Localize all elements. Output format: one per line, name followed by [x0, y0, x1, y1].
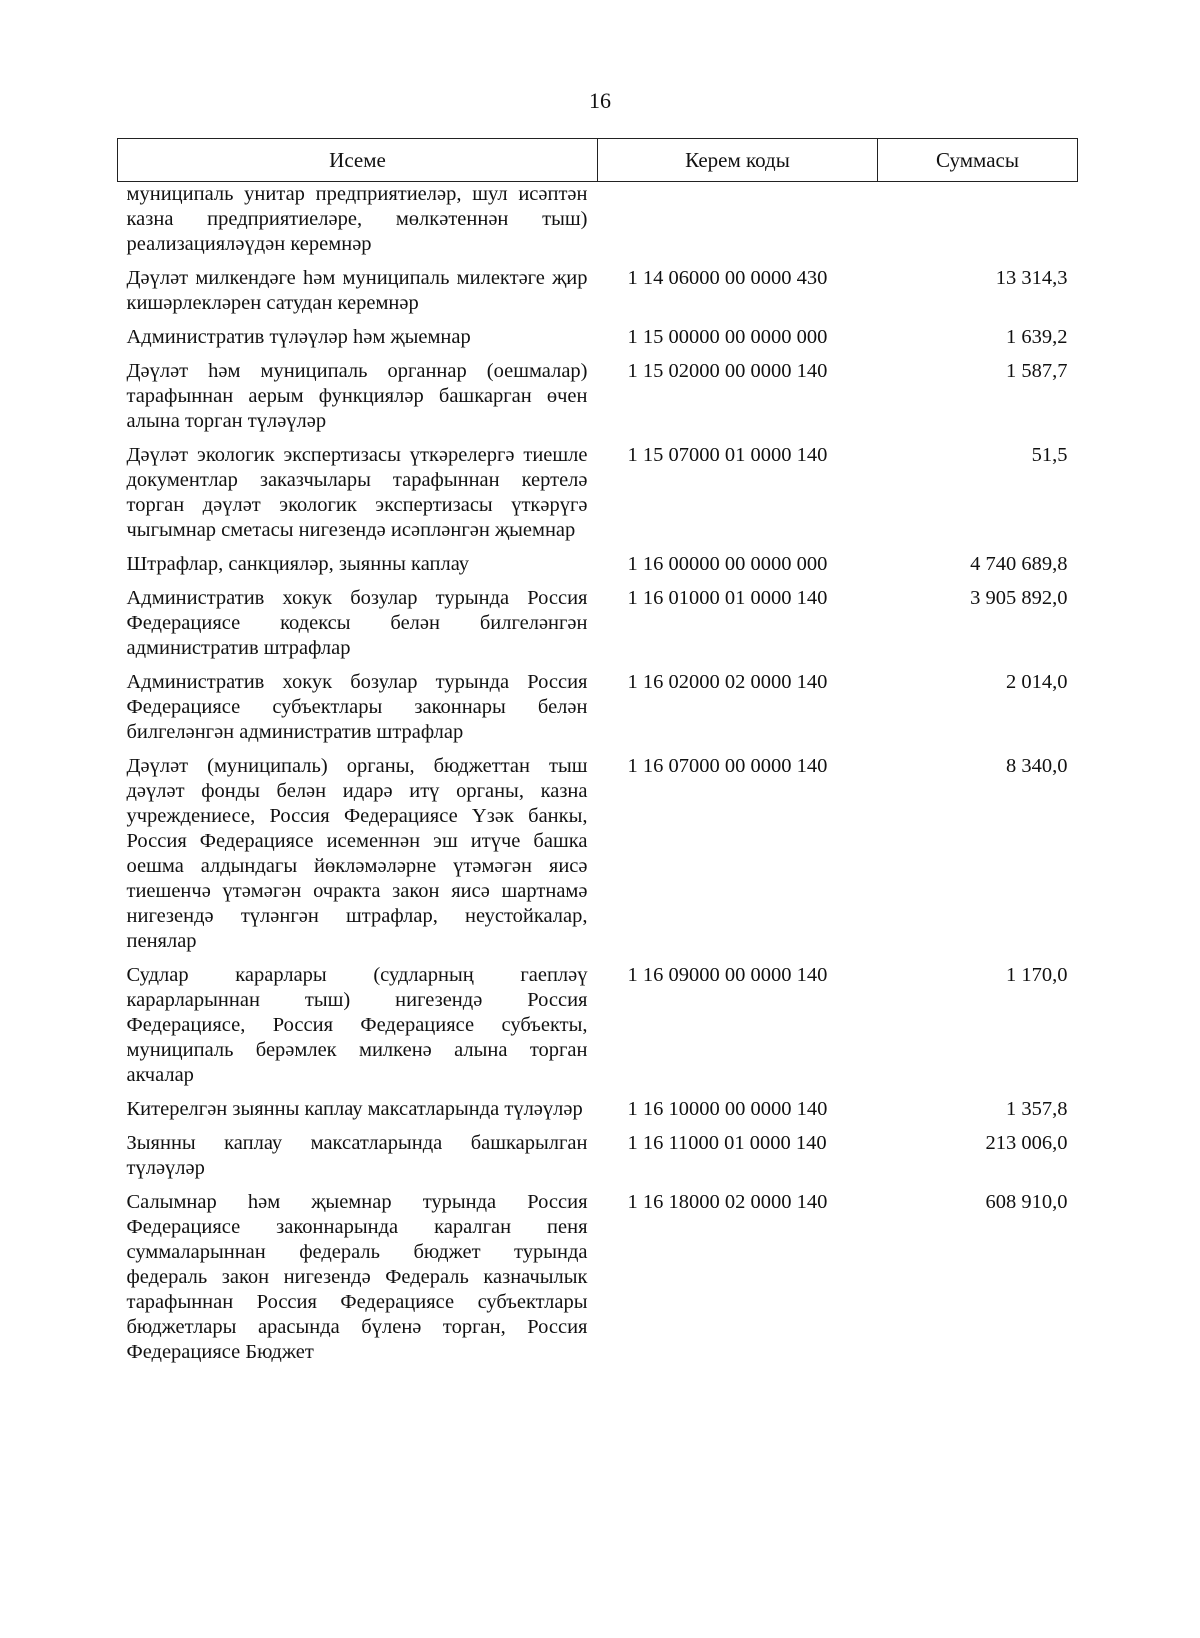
row-code-cell: 1 16 11000 01 0000 140	[627, 1132, 827, 1154]
header-sum: Суммасы	[878, 139, 1078, 182]
table-row	[118, 745, 1078, 954]
row-sum-cell: 1 357,8	[1006, 1098, 1068, 1120]
table-header-row	[118, 139, 1078, 182]
row-name-cell: Судлар карарлары (судларның гаепләү карарларыннан тыш) нигезендә Россия Федерациясе, Россия Федерациясе субъекты, муниципаль берәмлек милкенә алына торган акчалар	[126, 964, 588, 1086]
table-row	[118, 257, 1078, 316]
row-name-cell: Китерелгән зыянны каплау максатларында түләүләр	[126, 1098, 583, 1120]
row-sum-cell: 2 014,0	[1006, 671, 1068, 693]
row-name-cell: Дәүләт һәм муниципаль органнар (оешмалар) тарафыннан аерым функцияләр башкарган өчен алына торган түләүләр	[126, 360, 588, 432]
table-row	[118, 543, 1078, 577]
row-code-cell: 1 16 00000 00 0000 000	[627, 553, 828, 575]
row-name-cell: Дәүләт экологик экспертизасы үткәрелергә тиешле документлар заказчылары тарафыннан кертелә торган дәүләт экологик экспертизасы үткәрүгә чыгымнар сметасы нигезендә исәпләнгән җыемнар	[126, 444, 588, 541]
table-row	[118, 661, 1078, 745]
row-code-cell: 1 16 01000 01 0000 140	[627, 587, 828, 609]
table-row	[118, 316, 1078, 350]
table-row	[118, 577, 1078, 661]
table-row	[118, 350, 1078, 434]
page-number: 16	[589, 88, 611, 113]
row-sum-cell: 51,5	[1031, 444, 1068, 466]
row-code-cell: 1 15 07000 01 0000 140	[627, 444, 828, 466]
row-sum-cell	[878, 182, 1078, 258]
row-name-cell: Дәүләт милкендәге һәм муниципаль милектәге җир кишәрлекләрен сатудан керемнәр	[126, 267, 588, 314]
table-row	[118, 954, 1078, 1088]
table-row	[118, 182, 1078, 258]
row-sum-cell: 213 006,0	[985, 1132, 1068, 1154]
row-code-cell: 1 15 02000 00 0000 140	[627, 360, 828, 382]
row-name-cell: Зыянны каплау максатларында башкарылган түләүләр	[126, 1132, 588, 1179]
table-row	[118, 1122, 1078, 1181]
row-code-cell: 1 16 02000 02 0000 140	[627, 671, 828, 693]
table-row	[118, 1181, 1078, 1365]
revenue-table	[117, 138, 1078, 1365]
row-sum-cell: 3 905 892,0	[970, 587, 1068, 609]
row-code-cell: 1 16 09000 00 0000 140	[627, 964, 828, 986]
row-code-cell: 1 16 10000 00 0000 140	[627, 1098, 828, 1120]
table-row	[118, 1088, 1078, 1122]
row-name-cell: Салымнар һәм җыемнар турында Россия Федерациясе законнарында каралган пеня суммаларыннан федераль бюджет турында федераль закон нигезендә Федераль казначылык тарафыннан Россия Федерациясе субъектлары бюджетлары арасында бүленә торган, Россия Федерациясе Бюджет	[126, 1191, 588, 1363]
row-name-cell: Штрафлар, санкцияләр, зыянны каплау	[126, 553, 470, 575]
row-name-cell: Административ хокук бозулар турында Россия Федерациясе субъектлары законнары белән билгеләнгән административ штрафлар	[126, 671, 588, 743]
table-row	[118, 434, 1078, 543]
table-body	[118, 182, 1078, 1366]
row-name-cell: Административ хокук бозулар турында Россия Федерациясе кодексы белән билгеләнгән административ штрафлар	[126, 587, 588, 659]
revenue-table-container	[117, 138, 1077, 1365]
row-code-cell	[598, 182, 878, 258]
row-code-cell: 1 16 07000 00 0000 140	[627, 755, 828, 777]
row-name-cell: Дәүләт (муниципаль) органы, бюджеттан тыш дәүләт фонды белән идарә итү органы, казна учреждениесе, Россия Федерациясе Үзәк банкы, Россия Федерациясе исеменнән эш итүче башка оешма алдындагы йөкләмәләрне үтәмәгән яисә тиешенчә үтәмәгән очракта закон яисә шартнамә нигезендә түләнгән штрафлар, неустойкалар, пенялар	[126, 755, 588, 952]
header-name: Исеме	[118, 139, 598, 182]
row-sum-cell: 8 340,0	[1006, 755, 1068, 777]
row-code-cell: 1 14 06000 00 0000 430	[627, 267, 828, 289]
row-name-cell: муниципаль унитар предприятиеләр, шул исәптән казна предприятиеләре, мөлкәтеннән тыш) реализацияләүдән керемнәр	[126, 183, 588, 255]
row-sum-cell: 1 170,0	[1006, 964, 1068, 986]
row-sum-cell: 608 910,0	[985, 1191, 1068, 1213]
row-name-cell: Административ түләүләр һәм җыемнар	[126, 326, 471, 348]
row-sum-cell: 4 740 689,8	[970, 553, 1068, 575]
row-sum-cell: 1 639,2	[1006, 326, 1068, 348]
row-sum-cell: 13 314,3	[995, 267, 1068, 289]
row-sum-cell: 1 587,7	[1006, 360, 1068, 382]
row-code-cell: 1 16 18000 02 0000 140	[627, 1191, 828, 1213]
header-code: Керем коды	[598, 139, 878, 182]
row-code-cell: 1 15 00000 00 0000 000	[627, 326, 828, 348]
